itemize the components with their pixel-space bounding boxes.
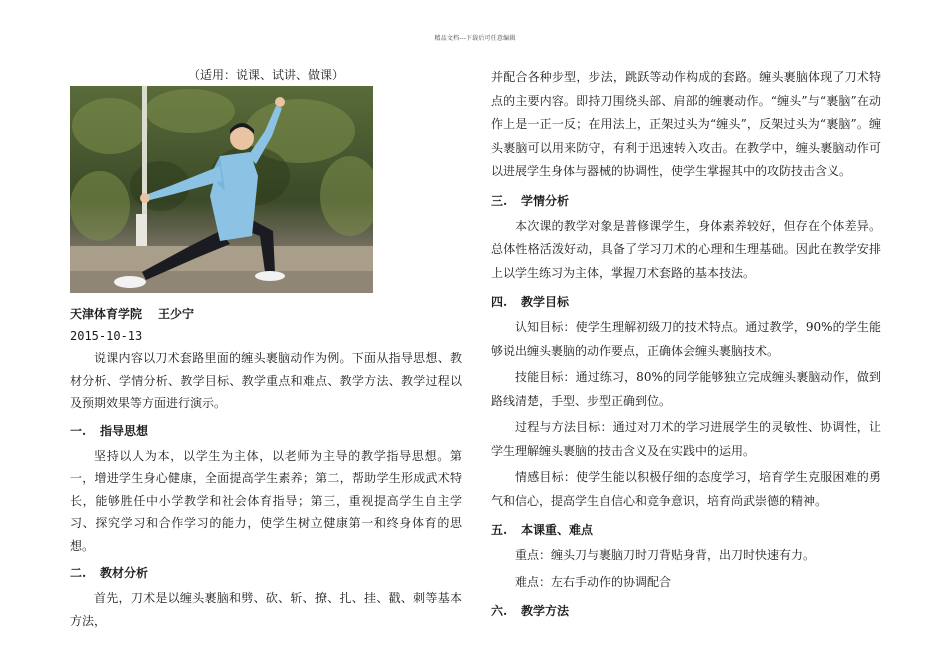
photo-illustration xyxy=(70,86,373,293)
section-3-body: 本次课的教学对象是普修课学生，身体素养较好，但存在个体差异。总体性格活泼好动，具备了学习刀术的心理和生理基础。因此在教学安排上以学生练习为主体，掌握刀术套路的基本技法。 xyxy=(491,218,881,280)
goal-emotional: 情感目标：使学生能以积极仔细的态度学习，培育学生克服困难的勇气和信心，提高学生自信心和竞争意识，培育尚武崇德的精神。 xyxy=(491,470,881,508)
author-name: 王少宁 xyxy=(158,307,195,321)
section-heading-3: 三. 学情分析 xyxy=(491,193,570,208)
section-heading-2: 二. 教材分析 xyxy=(70,566,149,580)
section-2-body-start: 首先，刀术是以缠头裹脑和劈、砍、斩、撩、扎、挂、戳、刺等基本方法， xyxy=(70,591,462,628)
author-line xyxy=(70,303,462,325)
key-point: 重点：缠头刀与裹脑刀时刀背贴身背，出刀时快速有力。 xyxy=(515,548,816,562)
author-org: 天津体育学院 xyxy=(70,307,143,321)
section-heading-6: 六. 教学方法 xyxy=(491,604,570,618)
difficulty-point: 难点：左右手动作的协调配合 xyxy=(515,574,672,589)
section-heading-5: 五. 本课重、难点 xyxy=(491,523,594,537)
left-column xyxy=(70,66,462,632)
martial-arts-photo xyxy=(70,86,373,293)
usage-line: （适用：说课、试讲、做课） xyxy=(187,68,344,82)
goal-process: 过程与方法目标：通过对刀术的学习进展学生的灵敏性、协调性，让学生理解缠头裹脑的技击含义及在实践中的运用。 xyxy=(491,420,881,458)
section-1-body: 坚持以人为本，以学生为主体，以老师为主导的教学指导思想。第一，增进学生身心健康，全面提高学生素养；第二，帮助学生形成武术特长，能够胜任中小学教学和社会体育指导；第三，重视提高学生自主学习、探究学习和合作学习的能力，使学生树立健康第一和终身体育的思想。 xyxy=(70,448,462,553)
goal-cognitive: 认知目标：使学生理解初级刀的技术特点。通过教学，90%的学生能够说出缠头裹脑的动作要点，正确体会缠头裹脑技术。 xyxy=(491,320,881,358)
section-2-body-continued: 并配合各种步型，步法，跳跃等动作构成的套路。缠头裹脑体现了刀术特点的主要内容。即持刀围绕头部、肩部的缠裹动作。“缠头”与“裹脑”在动作上是一正一反；在用法上，正架过头为“缠头”，反架过头为“裹脑”。缠头裹脑可以用来防守，有利于迅速转入攻击。在教学中，缠头裹脑动作可以进展学生身体与器械的协调性，使学生掌握其中的攻防技击含义。 xyxy=(491,70,881,178)
goal-skill: 技能目标：通过练习，80%的同学能够独立完成缠头裹脑动作，做到路线清楚，手型、步型正确到位。 xyxy=(491,370,881,408)
section-heading-4: 四. 教学目标 xyxy=(491,295,570,309)
page-header: 精品文档---下载后可任意编辑 xyxy=(434,35,516,42)
document-date: 2015-10-13 xyxy=(70,329,143,343)
right-column xyxy=(491,66,881,625)
intro-paragraph: 说课内容以刀术套路里面的缠头裹脑动作为例。下面从指导思想、教材分析、学情分析、教学目标、教学重点和难点、教学方法、教学过程以及预期效果等方面进行演示。 xyxy=(70,351,462,410)
section-heading-1: 一. 指导思想 xyxy=(70,423,149,438)
